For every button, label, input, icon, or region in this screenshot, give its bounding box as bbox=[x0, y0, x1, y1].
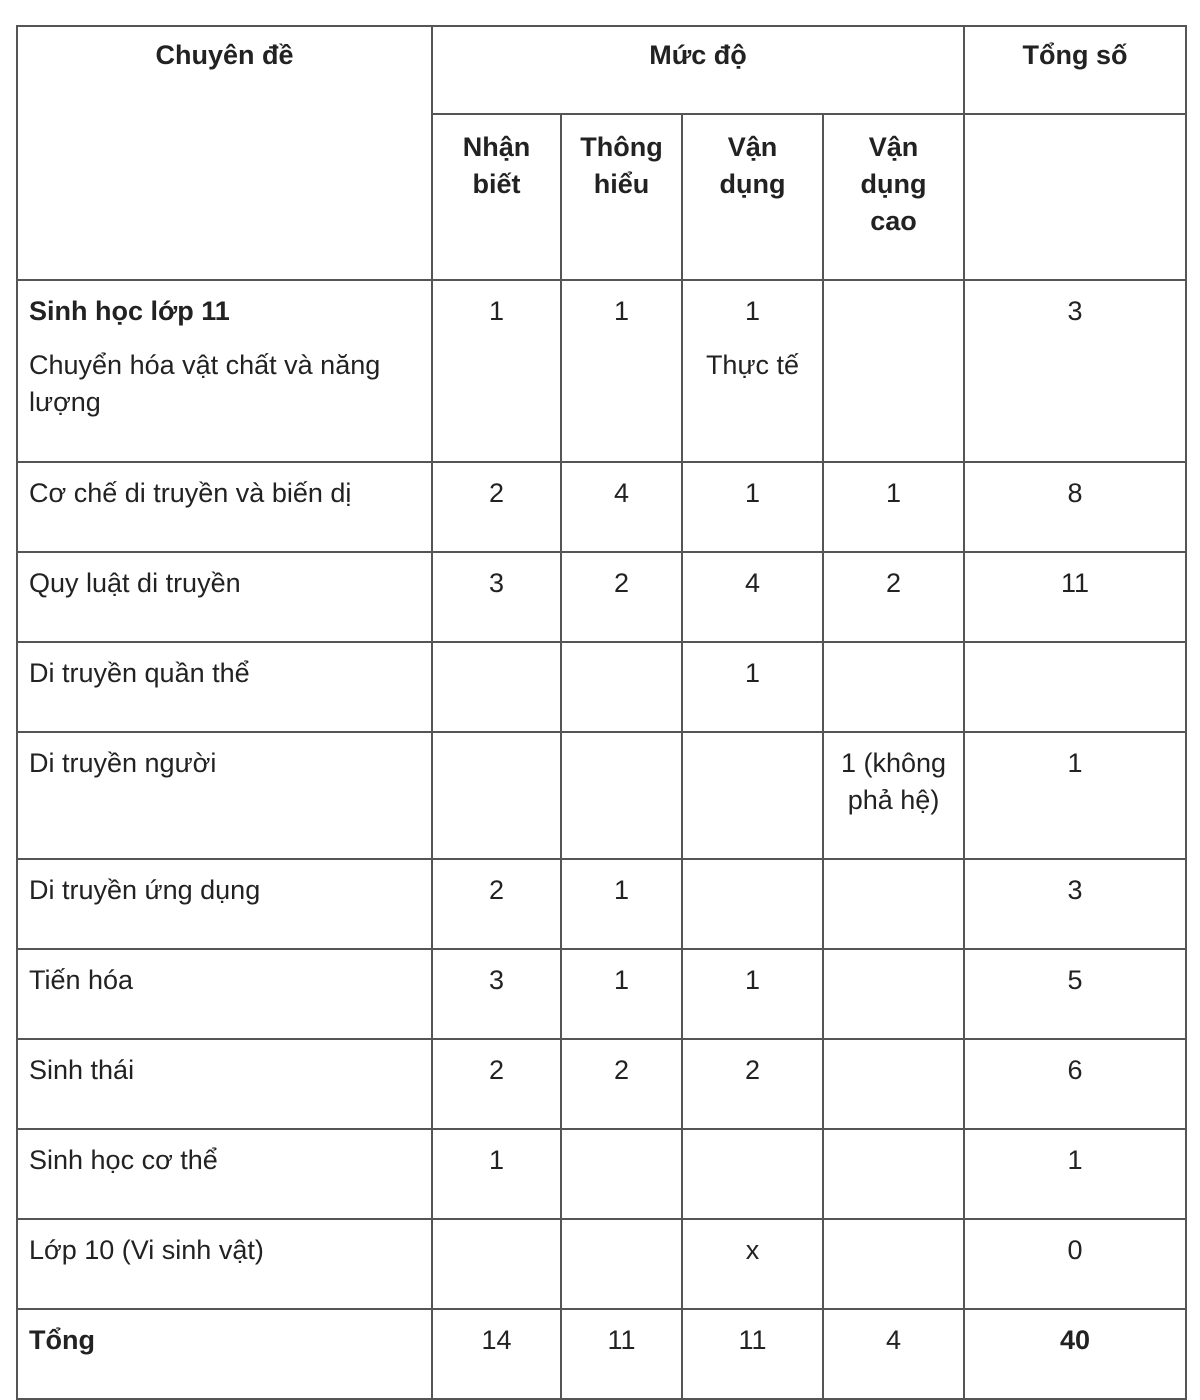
cell-van-dung-cao bbox=[823, 1039, 964, 1129]
table-row bbox=[17, 1219, 1186, 1309]
cell-nhan-biet: 14 bbox=[432, 1309, 561, 1399]
row-name: Tiến hóa bbox=[17, 949, 432, 1039]
table-row bbox=[17, 642, 1186, 732]
header-text: Thông bbox=[580, 132, 663, 162]
cell-thong-hieu: 2 bbox=[561, 552, 682, 642]
cell-tong-so: 3 bbox=[964, 280, 1186, 462]
table-row bbox=[17, 1039, 1186, 1129]
header-text: biết bbox=[472, 169, 521, 199]
cell-nhan-biet bbox=[432, 642, 561, 732]
header-van-dung-cao bbox=[823, 114, 964, 280]
cell-value: 1 bbox=[744, 296, 761, 326]
header-text: dụng bbox=[719, 169, 786, 199]
header-nhan-biet bbox=[432, 114, 561, 280]
cell-van-dung: x bbox=[682, 1219, 823, 1309]
cell-van-dung-cao bbox=[823, 280, 964, 462]
cell-van-dung bbox=[682, 280, 823, 462]
cell-van-dung-cao: 1 bbox=[823, 462, 964, 552]
cell-thong-hieu bbox=[561, 732, 682, 859]
cell-van-dung-cao bbox=[823, 1129, 964, 1219]
cell-van-dung: 1 bbox=[682, 642, 823, 732]
row-name bbox=[17, 280, 432, 462]
row-name: Lớp 10 (Vi sinh vật) bbox=[17, 1219, 432, 1309]
cell-nhan-biet: 1 bbox=[432, 1129, 561, 1219]
question-matrix-table bbox=[16, 25, 1187, 1400]
header-text: hiểu bbox=[593, 169, 650, 199]
header-text: dụng bbox=[860, 169, 927, 199]
cell-van-dung-cao: 4 bbox=[823, 1309, 964, 1399]
table-row bbox=[17, 732, 1186, 859]
header-text: Vận bbox=[868, 132, 919, 162]
header-thong-hieu bbox=[561, 114, 682, 280]
cell-nhan-biet: 2 bbox=[432, 462, 561, 552]
row-name: Sinh học cơ thể bbox=[17, 1129, 432, 1219]
cell-tong-so bbox=[964, 642, 1186, 732]
cell-thong-hieu: 1 bbox=[561, 949, 682, 1039]
cell-nhan-biet bbox=[432, 1219, 561, 1309]
cell-tong-so: 11 bbox=[964, 552, 1186, 642]
cell-thong-hieu: 4 bbox=[561, 462, 682, 552]
cell-van-dung: 1 bbox=[682, 462, 823, 552]
table-row bbox=[17, 462, 1186, 552]
cell-thong-hieu: 11 bbox=[561, 1309, 682, 1399]
row-subtitle: Chuyển hóa vật chất và năng lượng bbox=[29, 350, 381, 417]
cell-thong-hieu: 1 bbox=[561, 280, 682, 462]
row-name: Di truyền người bbox=[17, 732, 432, 859]
cell-van-dung-cao bbox=[823, 949, 964, 1039]
cell-van-dung: 11 bbox=[682, 1309, 823, 1399]
header-text: cao bbox=[870, 206, 917, 236]
table-row bbox=[17, 1129, 1186, 1219]
cell-nhan-biet: 2 bbox=[432, 1039, 561, 1129]
header-row-top bbox=[17, 26, 1186, 114]
header-chuyen-de: Chuyên đề bbox=[17, 26, 432, 280]
cell-van-dung-cao: 2 bbox=[823, 552, 964, 642]
cell-van-dung: 2 bbox=[682, 1039, 823, 1129]
cell-nhan-biet: 1 bbox=[432, 280, 561, 462]
cell-van-dung-cao: 1 (không phả hệ) bbox=[823, 732, 964, 859]
cell-van-dung bbox=[682, 1129, 823, 1219]
cell-nhan-biet: 3 bbox=[432, 949, 561, 1039]
cell-tong-so: 5 bbox=[964, 949, 1186, 1039]
cell-thong-hieu bbox=[561, 1129, 682, 1219]
cell-tong-so: 6 bbox=[964, 1039, 1186, 1129]
row-name: Sinh thái bbox=[17, 1039, 432, 1129]
cell-tong-so: 0 bbox=[964, 1219, 1186, 1309]
cell-van-dung bbox=[682, 732, 823, 859]
cell-van-dung bbox=[682, 859, 823, 949]
cell-van-dung: 1 bbox=[682, 949, 823, 1039]
cell-tong-so: 1 bbox=[964, 732, 1186, 859]
header-van-dung bbox=[682, 114, 823, 280]
table-row bbox=[17, 280, 1186, 462]
header-text: Nhận bbox=[462, 132, 531, 162]
cell-thong-hieu: 1 bbox=[561, 859, 682, 949]
table-row bbox=[17, 949, 1186, 1039]
cell-van-dung-cao bbox=[823, 642, 964, 732]
row-name-text: Sinh học lớp 11 bbox=[29, 296, 230, 326]
cell-tong-so: 1 bbox=[964, 1129, 1186, 1219]
table-row bbox=[17, 859, 1186, 949]
row-name: Quy luật di truyền bbox=[17, 552, 432, 642]
header-muc-do: Mức độ bbox=[432, 26, 964, 114]
table-row bbox=[17, 552, 1186, 642]
cell-note: Thực tế bbox=[705, 350, 800, 380]
header-text: Vận bbox=[727, 132, 778, 162]
cell-tong-so: 3 bbox=[964, 859, 1186, 949]
total-label: Tổng bbox=[17, 1309, 432, 1399]
row-name: Di truyền ứng dụng bbox=[17, 859, 432, 949]
cell-tong-so: 8 bbox=[964, 462, 1186, 552]
row-name: Cơ chế di truyền và biến dị bbox=[17, 462, 432, 552]
cell-nhan-biet bbox=[432, 732, 561, 859]
total-row bbox=[17, 1309, 1186, 1399]
cell-nhan-biet: 3 bbox=[432, 552, 561, 642]
cell-tong-so: 40 bbox=[964, 1309, 1186, 1399]
cell-thong-hieu bbox=[561, 642, 682, 732]
cell-thong-hieu bbox=[561, 1219, 682, 1309]
header-tong-so: Tổng số bbox=[964, 26, 1186, 114]
cell-van-dung-cao bbox=[823, 1219, 964, 1309]
cell-van-dung-cao bbox=[823, 859, 964, 949]
cell-nhan-biet: 2 bbox=[432, 859, 561, 949]
cell-van-dung: 4 bbox=[682, 552, 823, 642]
cell-thong-hieu: 2 bbox=[561, 1039, 682, 1129]
row-name: Di truyền quần thể bbox=[17, 642, 432, 732]
header-tong-so-empty bbox=[964, 114, 1186, 280]
